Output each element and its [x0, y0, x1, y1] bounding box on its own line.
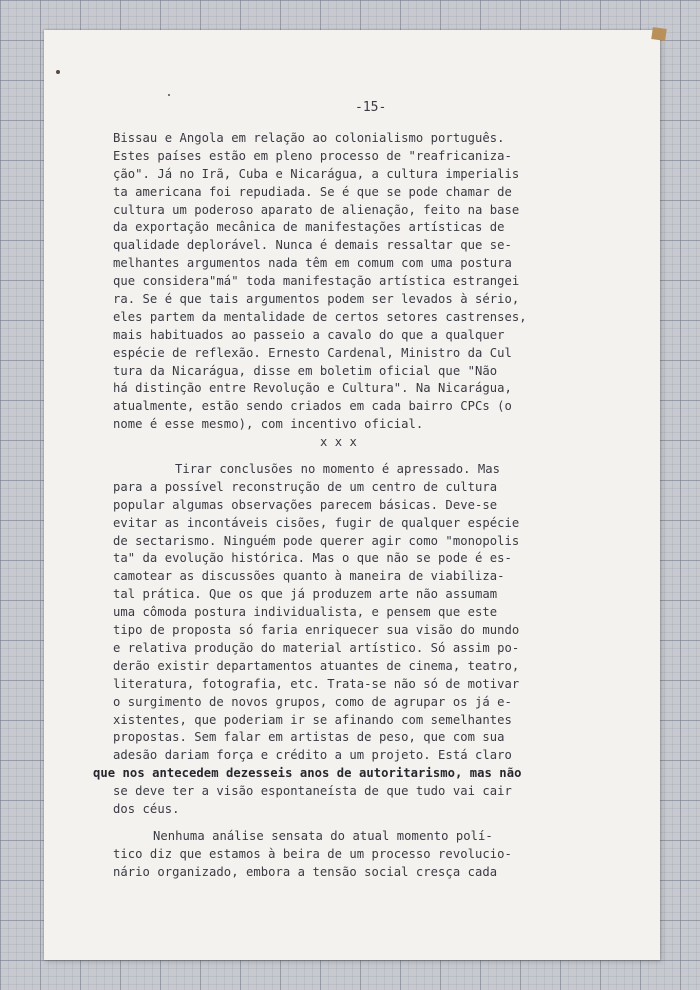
text-line: camotear as discussões quanto à maneira de viabiliza-: [113, 569, 505, 584]
text-line: propostas. Sem falar em artistas de peso, que com sua: [113, 730, 505, 745]
text-line: mais habituados ao passeio a cavalo do que a qualquer: [113, 327, 505, 342]
text-line: eles partem da mentalidade de certos setores castrenses,: [113, 309, 527, 324]
text-line: uma cômoda postura individualista, e pensem que este: [113, 605, 498, 620]
text-line: cultura um poderoso aparato de alienação, feito na base: [113, 202, 520, 217]
text-line: de sectarismo. Ninguém pode querer agir como "monopolis: [113, 533, 520, 548]
ink-speck: [56, 70, 60, 74]
text-line: espécie de reflexão. Ernesto Cardenal, Ministro da Cul: [113, 345, 512, 360]
text-line: tico diz que estamos à beira de um processo revolucio-: [113, 846, 512, 861]
text-line: ção". Já no Irã, Cuba e Nicarágua, a cultura imperialis: [113, 166, 520, 181]
text-line: ta" da evolução histórica. Mas o que não se pode é es-: [113, 551, 512, 566]
text-line: popular algumas observações parecem básicas. Deve-se: [113, 497, 498, 512]
text-line: tura da Nicarágua, disse em boletim oficial que "Não: [113, 363, 498, 378]
text-line: ta americana foi repudiada. Se é que se pode chamar de: [113, 184, 512, 199]
text-line: Bissau e Angola em relação ao colonialismo português.: [113, 131, 505, 145]
text-line: o surgimento de novos grupos, como de agrupar os já e-: [113, 694, 512, 709]
text-line: há distinção entre Revolução e Cultura". Na Nicarágua,: [113, 381, 512, 396]
text-line-overtyped: que nos antecedem dezesseis anos de autoritarismo, mas não: [93, 766, 522, 781]
text-line: Nenhuma análise sensata do atual momento polí-: [153, 828, 493, 843]
page-number: -15-: [355, 100, 387, 115]
ink-speck: [168, 94, 170, 96]
text-line: evitar as incontáveis cisões, fugir de qualquer espécie: [113, 515, 520, 530]
text-line: Estes países estão em pleno processo de "reafricaniza-: [113, 148, 512, 163]
text-line: que considera"má" toda manifestação artística estrangei: [113, 274, 520, 289]
text-line: da exportação mecânica de manifestações artísticas de: [113, 220, 505, 235]
text-line: nome é esse mesmo), com incentivo oficial.: [113, 417, 424, 432]
text-line: e relativa produção do material artístico. Só assim po-: [113, 640, 520, 655]
text-line: adesão dariam força e crédito a um projeto. Está claro: [113, 748, 512, 763]
text-line: xistentes, que poderiam ir se afinando com semelhantes: [113, 712, 512, 727]
text-line: derão existir departamentos atuantes de cinema, teatro,: [113, 658, 520, 673]
text-line: melhantes argumentos nada têm em comum com uma postura: [113, 256, 512, 271]
text-line: qualidade deplorável. Nunca é demais ressaltar que se-: [113, 238, 512, 253]
text-line: se deve ter a visão espontaneísta de que tudo vai cair: [113, 784, 512, 799]
text-line: Tirar conclusões no momento é apressado. Mas: [175, 462, 501, 477]
body-text: [93, 130, 553, 882]
text-line: dos céus.: [113, 801, 180, 816]
torn-corner: [651, 27, 667, 41]
text-line: tipo de proposta só faria enriquecer sua visão do mundo: [113, 623, 520, 638]
section-separator: x x x: [320, 435, 357, 450]
text-line: ra. Se é que tais argumentos podem ser levados à sério,: [113, 292, 520, 307]
text-line: tal prática. Que os que já produzem arte não assumam: [113, 587, 498, 602]
text-line: literatura, fotografia, etc. Trata-se não só de motivar: [113, 676, 520, 691]
text-line: para a possível reconstrução de um centro de cultura: [113, 479, 498, 494]
text-line: atualmente, estão sendo criados em cada bairro CPCs (o: [113, 399, 512, 414]
text-line: nário organizado, embora a tensão social cresça cada: [113, 864, 498, 879]
